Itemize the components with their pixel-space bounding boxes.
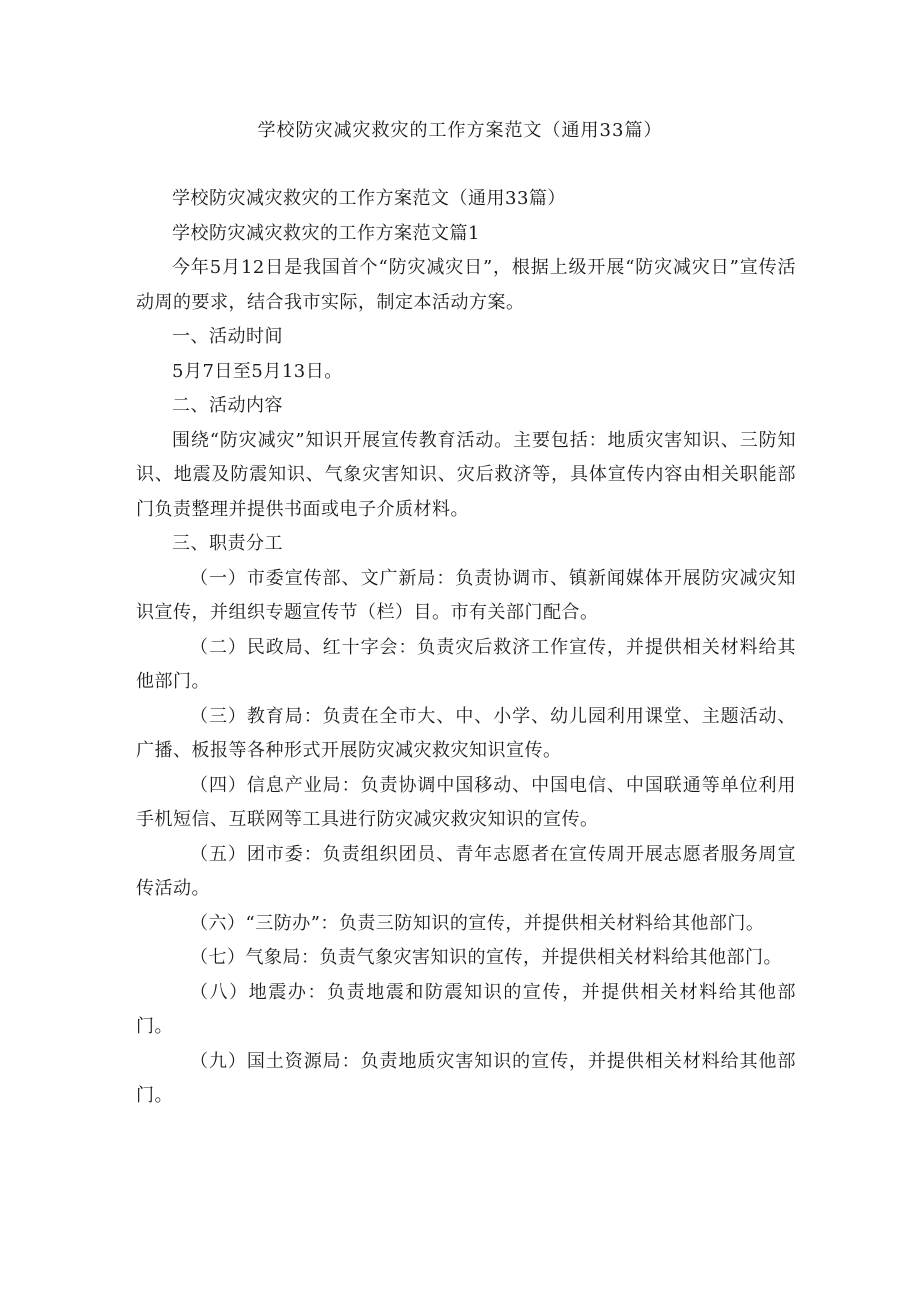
paragraph-article-heading: 学校防灾减灾救灾的工作方案范文篇1 xyxy=(172,222,480,244)
duty-item-6: （六）“三防办”：负责三防知识的宣传，并提供相关材料给其他部门。 xyxy=(190,912,765,934)
duty-item-5: （五）团市委：负责组织团员、青年志愿者在宣传周开展志愿者服务周宣传活动。 xyxy=(136,843,796,899)
section-heading-content: 二、活动内容 xyxy=(172,395,283,416)
paragraph-subtitle: 学校防灾减灾救灾的工作方案范文（通用33篇） xyxy=(172,188,566,209)
duty-item-1: （一）市委宣传部、文广新局：负责协调市、镇新闻媒体开展防灾减灾知识宣传，并组织专题宣传节（栏）目。市有关部门配合。 xyxy=(136,567,796,623)
duty-item-3: （三）教育局：负责在全市大、中、小学、幼儿园利用课堂、主题活动、广播、板报等各种形式开展防灾减灾救灾知识宣传。 xyxy=(136,705,796,761)
paragraph-dates: 5月7日至5月13日。 xyxy=(172,360,343,382)
duty-item-9: （九）国土资源局：负责地质灾害知识的宣传，并提供相关材料给其他部门。 xyxy=(136,1050,796,1106)
paragraph-content: 围绕“防灾减灾”知识开展宣传教育活动。主要包括：地质灾害知识、三防知识、地震及防震知识、气象灾害知识、灾后救济等，具体宣传内容由相关职能部门负责整理并提供书面或电子介质材料。 xyxy=(136,429,796,520)
duty-item-2: （二）民政局、红十字会：负责灾后救济工作宣传，并提供相关材料给其他部门。 xyxy=(136,636,796,692)
paragraph-intro: 今年5月12日是我国首个“防灾减灾日”，根据上级开展“防灾减灾日”宣传活动周的要求，结合我市实际，制定本活动方案。 xyxy=(136,257,796,313)
section-heading-time: 一、活动时间 xyxy=(172,326,283,347)
duty-item-4: （四）信息产业局：负责协调中国移动、中国电信、中国联通等单位利用手机短信、互联网等工具进行防灾减灾救灾知识的宣传。 xyxy=(136,774,796,830)
document-title: 学校防灾减灾救灾的工作方案范文（通用33篇） xyxy=(257,120,663,141)
duty-item-8: （八）地震办：负责地震和防震知识的宣传，并提供相关材料给其他部门。 xyxy=(136,981,796,1037)
document-body xyxy=(136,182,796,1114)
section-heading-duties: 三、职责分工 xyxy=(172,533,283,554)
duty-item-7: （七）气象局：负责气象灾害知识的宣传，并提供相关材料给其他部门。 xyxy=(190,947,782,968)
